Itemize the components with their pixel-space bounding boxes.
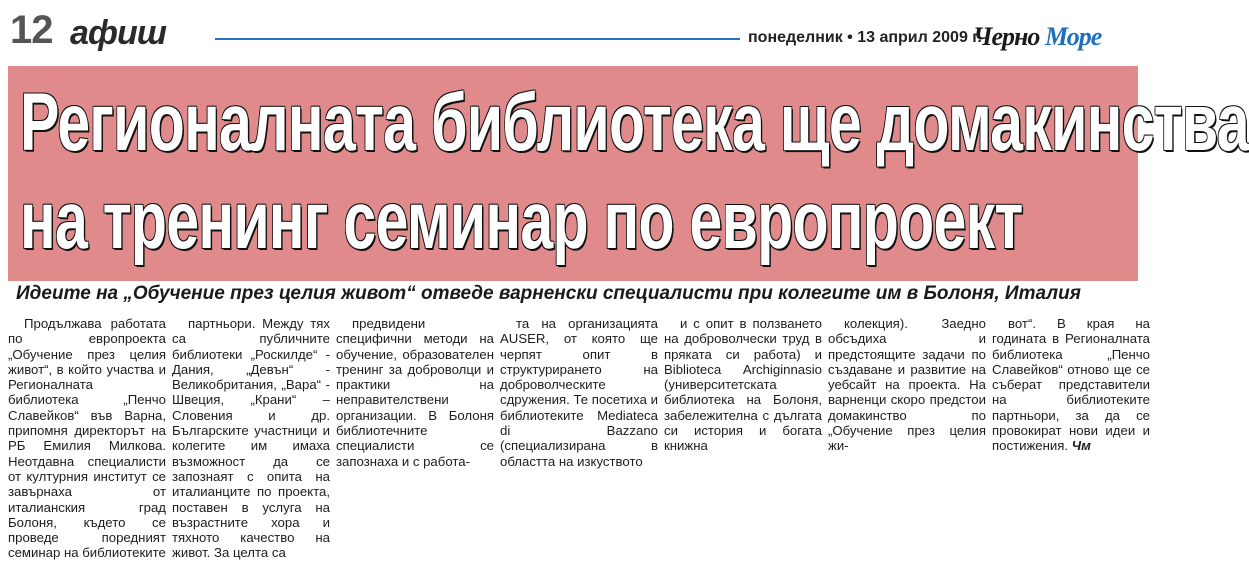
article-subheadline: Идеите на „Обучение през целия живот“ отведе варненски специалисти при колегите им в Болоня, Италия bbox=[16, 283, 1081, 304]
newspaper-logo bbox=[973, 22, 1101, 52]
text-column-3 bbox=[336, 316, 494, 523]
section-title: афиш bbox=[70, 14, 166, 52]
paragraph: та на организацията AUSER, от която ще черпят опит в структурирането на доброволческите сдружения. Те посетиха и библиотеките Mediateca di Bazzano (специализирана в областта на изкуството bbox=[500, 316, 658, 469]
newspaper-logo-part1: Черно bbox=[973, 22, 1045, 51]
headline-line-2: на тренинг семинар по европроект bbox=[20, 175, 1023, 266]
text-column-7 bbox=[992, 316, 1150, 523]
text-column-4 bbox=[500, 316, 658, 523]
text-column-6 bbox=[828, 316, 986, 523]
issue-date: понеделник • 13 април 2009 г. bbox=[748, 29, 982, 46]
header-divider bbox=[215, 38, 740, 40]
text-column-1 bbox=[8, 316, 166, 561]
article-headline bbox=[20, 74, 1249, 270]
headline-line-1: Регионалната библиотека ще домакинства bbox=[20, 77, 1249, 168]
paragraph: Продължава работата по европроекта „Обучение през целия живот“, в който участва и Регионалната библиотека „Пенчо Славейков“ във Варна, припомня директорът на РБ Емилия Милкова. Неотдавна специалисти от културния институт се завърнаха от италианския град Болоня, където се проведе поредният семинар на библиотеките bbox=[8, 316, 166, 561]
author-signature: Чм bbox=[1071, 438, 1091, 454]
page-header bbox=[0, 0, 1144, 62]
text-column-5 bbox=[664, 316, 822, 523]
text-column-2 bbox=[172, 316, 330, 561]
paragraph: колекция). Заедно обсъдиха и предстоящите задачи по създаване и развитие на уебсайт на проекта. На варненци скоро предстои домакинство по „Обучение през целия жи- bbox=[828, 316, 986, 454]
newspaper-logo-part2: Море bbox=[1044, 22, 1102, 51]
paragraph-text: вот“. В края на годината в Регионалната библиотека „Пенчо Славейков“ отново ще се съберат представители на библиотеките партньори, за да се провокират нови идеи и постижения. bbox=[992, 316, 1150, 454]
paragraph: партньори. Между тях са публичните библиотеки „Роскилде“ - Дания, „Девън“ - Великобритания, „Вара“ - Швеция, „Крани“ – Словения и др. Българските участници и колегите им имаха възможност да се запознаят с опита на италианците по проекта, поставен в услуга на възрастните хора и тяхното качество на живот. За целта са bbox=[172, 316, 330, 561]
paragraph bbox=[992, 316, 1150, 454]
article-body bbox=[8, 316, 1150, 561]
page-number: 12 bbox=[10, 8, 53, 52]
paragraph: и с опит в ползването на доброволчески труд в пряката си работа) и Biblioteca Archiginnasio (университетската библиотека на Болоня, забележителна с дългата си история и богата книжна bbox=[664, 316, 822, 454]
paragraph: предвидени специфични методи на обучение, образователен тренинг за доброволци и практики на неправителствени организации. В Болоня библиотечните специалисти се запознаха и с работа- bbox=[336, 316, 494, 469]
